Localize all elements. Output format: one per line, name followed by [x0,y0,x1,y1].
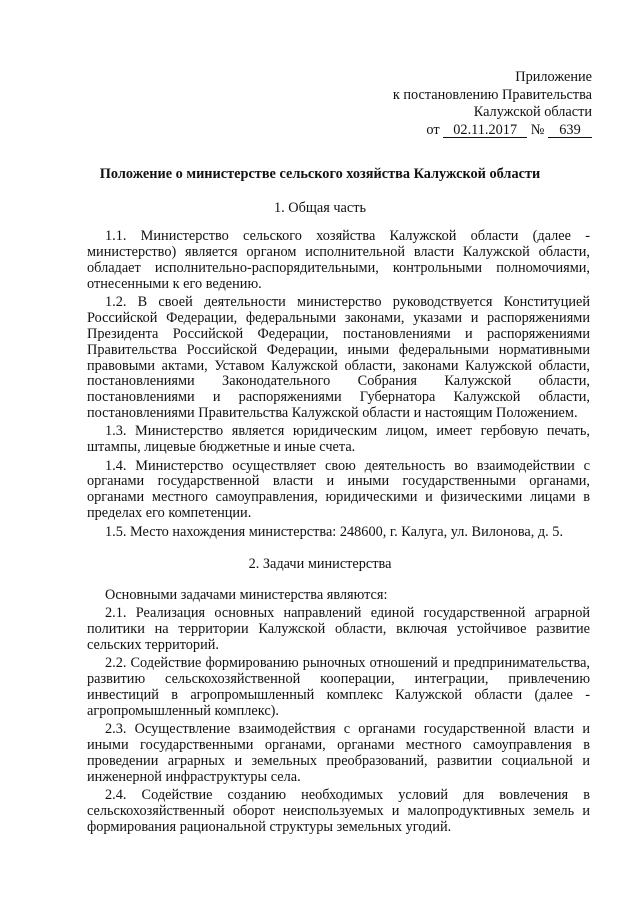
paragraph-1-3: 1.3. Министерство является юридическим лицом, имеет гербовую печать, штампы, лицевые бюджетные и иные счета. [87,423,590,456]
section-2-body [87,588,590,838]
appendix-date-number-line [393,122,592,140]
paragraph-1-4: 1.4. Министерство осуществляет свою деятельность во взаимодействии с органами государственной власти и иными государственными органами, органами местного самоуправления, юридическими и физическими лицами в пределах его компетенции. [87,457,590,522]
paragraph-1-5: 1.5. Место нахождения министерства: 248600, г. Калуга, ул. Вилонова, д. 5. [105,523,564,540]
paragraph-1-1: 1.1. Министерство сельского хозяйства Калужской области (далее - министерство) является органом исполнительной власти Калужской области, обладает исполнительно-распорядительными, контрольными полномочиями, отнесенными к его ведению. [87,228,590,292]
paragraph-1-2: 1.2. В своей деятельности министерство руководствуется Конституцией Российской Федерации, федеральными законами, указами и распоряжениями Президента Российской Федерации, постановлениями и распоряжениями Правительства Российской Федерации, иными федеральными нормативными правовыми актами, Уставом Калужской области, законами Калужской области, постановлениями Законодательного Собрания Калужской области, постановлениями и распоряжениями Губернатора Калужской области, постановлениями Правительства Калужской области и настоящим Положением. [87,293,590,422]
appendix-resolution-ref: к постановлению Правительства [392,86,592,103]
paragraph-2-1: 2.1. Реализация основных направлений единой государственной аграрной политики на территории Калужской области, включая устойчивое развитие сельских территорий. [87,605,590,654]
from-label: от [426,121,440,138]
appendix-block [393,69,592,139]
section-1-heading: 1. Общая часть [273,200,367,216]
number-label: № [530,121,545,138]
paragraph-2-4: 2.4. Содействие созданию необходимых условий для вовлечения в сельскохозяйственный оборот неиспользуемых и малопродуктивных земель и формирования рациональной структуры земельных угодий. [87,787,590,835]
section-1-body [87,229,590,543]
document-title: Положение о министерстве сельского хозяйства Калужской области [99,166,541,182]
paragraph-2-2: 2.2. Содействие формированию рыночных отношений и предпринимательства, развитию сельскохозяйственной кооперации, интеграции, привлечению инвестиций в агропромышленный комплекс Калужской области (далее - агропромышленный комплекс). [87,655,590,719]
section-2-heading: 2. Задачи министерства [248,556,392,572]
resolution-date: 02.11.2017 [443,123,527,138]
appendix-region: Калужской области [473,104,592,120]
paragraph-2-intro: Основными задачами министерства являются: [105,587,388,603]
paragraph-2-3: 2.3. Осуществление взаимодействия с органами государственной власти и иными государственными органами, органами местного самоуправления в проведении аграрных и земельных преобразований, развитии социальной и инженерной инфраструктуры села. [87,721,590,785]
appendix-label: Приложение [515,69,592,85]
resolution-number: 639 [548,123,592,138]
